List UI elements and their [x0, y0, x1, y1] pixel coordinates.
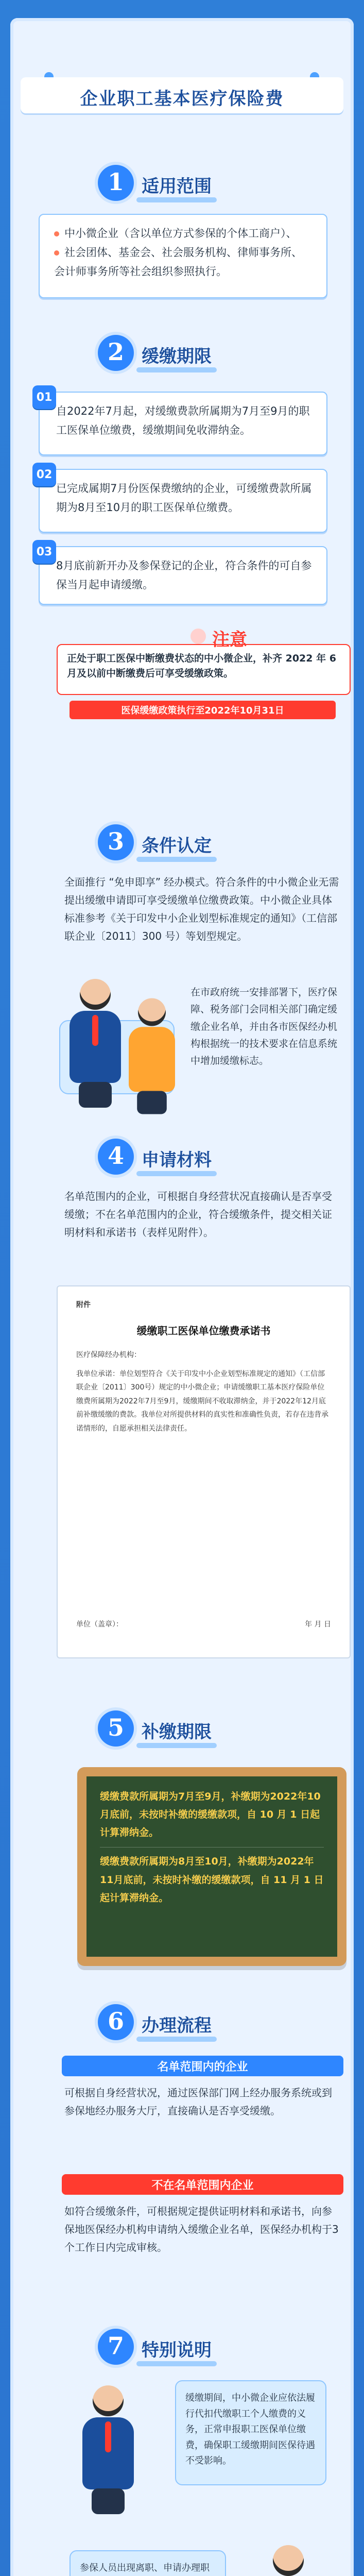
page-title: 企业职工基本医疗保险费 — [80, 89, 284, 109]
document-title: 缓缴职工医保单位缴费承诺书 — [136, 1325, 271, 1337]
section-number: 5 — [107, 1714, 124, 1741]
section-number: 4 — [107, 1142, 124, 1170]
materials-paragraph: 名单范围内的企业，可根据自身经营状况直接确认是否享受缓缴；不在名单范围内的企业，符合缓缴条件，提交相关证明材料和承诺书（表样见附件）。 — [64, 1190, 332, 1239]
customer-illustration — [124, 998, 180, 1114]
section-process-header — [21, 2004, 343, 2040]
document-sign-left: 单位（盖章）： — [76, 1620, 123, 1629]
process-subhead-unlisted: 不在名单范围内企业 — [62, 2174, 343, 2195]
document-text: 我单位承诺：单位划型符合《关于印发中小企业划型标准规定的通知》（工信部联企业〔2011〕300号）规定的中小微企业；申请缓缴职工基本医疗保险单位缴费所属期为2022年7月至9月，缓缴期间不收取滞纳金，并于2022年12月底前补缴缓缴的费款。我单位对所提供材料的真实性和准确性负责，若存在违背承诺情形的，自愿承担相关法律责任。 — [76, 1369, 328, 1433]
deferral-item-2 — [36, 468, 327, 533]
speaker-illustration-1 — [77, 2385, 139, 2514]
scope-text — [54, 224, 312, 281]
item-number-badge: 03 — [32, 540, 56, 564]
item-number-badge: 02 — [32, 463, 56, 486]
document-to: 医疗保障经办机构： — [76, 1351, 141, 1359]
section-scope-header — [21, 165, 343, 201]
note-bubble-text: 参保人员出现离职、申请办理职 — [80, 2563, 210, 2573]
attention-title: 注意 — [212, 625, 247, 651]
policy-deadline-strip: 医保缓缴政策执行至2022年10月31日 — [70, 701, 336, 719]
document-signature — [76, 1619, 331, 1629]
process-paragraph-unlisted: 如符合缓缴条件，可根据规定提供证明材料和承诺书，向参保地医保经办机构申请纳入缓缴企业名单，医保经办机构于3个工作日内完成审核。 — [64, 2205, 339, 2253]
deferral-item-3 — [36, 545, 327, 605]
section-number-badge — [98, 824, 134, 860]
section-number-badge — [98, 2329, 134, 2365]
chalkboard-text — [100, 1788, 324, 1907]
section-number-badge — [98, 1710, 134, 1747]
note-bubble-text: 缓缴期间，中小微企业应依法履行代扣代缴职工个人缴费的义务，正常申报职工医保单位缴费，确保职工缓缴期间医保待遇不受影响。 — [185, 2393, 315, 2467]
deferral-item-text: 自2022年7月起，对缓缴费款所属期为7月至9月的职工医保单位缴费，缓缴期间免收滞纳金。 — [56, 405, 310, 436]
section-special-notes — [21, 2329, 343, 2576]
section-deferral-header — [21, 335, 343, 371]
eligibility-paragraph-2: 在市政府统一安排部署下，医疗保障、税务部门会同相关部门确定缓缴企业名单，并由各市医保经办机构根据统一的技术要求在信息系统中增加缓缴标志。 — [190, 987, 338, 1066]
section-special-header — [21, 2329, 343, 2365]
header — [21, 77, 343, 113]
payback-rule-1: 缓缴费款所属期为7月至9月，补缴期为2022年10月底前，未按时补缴的缓缴款项，自 10 月 1 日起计算滞纳金。 — [100, 1791, 321, 1839]
bullet-dot-icon — [54, 250, 59, 256]
section-number: 2 — [107, 338, 124, 366]
chalkboard — [77, 1767, 346, 1966]
note-bubble-1 — [175, 2380, 326, 2485]
staff-illustration — [64, 979, 126, 1108]
eligibility-paragraph-1: 全面推行 “免申即享” 经办模式。符合条件的中小微企业无需提出缓缴申请即可享受缓缴单位缴费政策。中小微企业具体标准参考《关于印发中小企业划型标准规定的通知》（工信部联企业〔2011〕300 号）等划型规定。 — [64, 876, 339, 942]
deferral-item-text: 已完成属期7月份医保费缴纳的企业，可缓缴费款所属期为8月至10月的职工医保单位缴费。 — [56, 482, 312, 514]
section-payback-deadline — [21, 1710, 343, 1978]
attention-box — [57, 630, 351, 695]
section-number-badge — [98, 2004, 134, 2040]
item-number-badge: 01 — [32, 385, 56, 409]
office-illustration — [49, 979, 183, 1108]
section-title: 特别说明 — [142, 2336, 212, 2361]
section-deferral-period — [21, 335, 343, 799]
process-subhead-listed: 名单范围内的企业 — [62, 2056, 343, 2076]
section-number: 6 — [107, 2007, 124, 2035]
section-number-badge — [98, 1139, 134, 1175]
scope-card — [39, 214, 327, 298]
commitment-letter-document — [57, 1285, 351, 1658]
deferral-item-1 — [36, 391, 327, 455]
process-paragraph-listed: 可根据自身经营状况，通过医保部门网上经办服务系统或到参保地经办服务大厅，直接确认是否享受缓缴。 — [64, 2087, 332, 2117]
document-attachment-label: 附件 — [76, 1301, 91, 1309]
section-title: 适用范围 — [142, 172, 212, 197]
attention-text: 正处于职工医保中断缴费状态的中小微企业，补齐 2022 年 6 月及以前中断缴费后可享受缓缴政策。 — [67, 653, 336, 680]
section-materials — [21, 1139, 343, 1685]
payback-rule-2: 缓缴费款所属期为8月至10月，补缴期为2022年11月底前，未按时补缴的缓缴款项，自 11 月 1 日起计算滞纳金。 — [100, 1856, 324, 1904]
section-number: 3 — [107, 827, 124, 855]
section-number-badge — [98, 165, 134, 201]
section-scope — [21, 165, 343, 304]
deferral-item-text: 8月底前新开办及参保登记的企业，符合条件的可自参保当月起申请缓缴。 — [56, 560, 312, 591]
section-title: 补缴期限 — [142, 1718, 212, 1743]
note-bubble-2 — [70, 2550, 226, 2576]
section-materials-header — [21, 1139, 343, 1175]
speaker-illustration-2 — [257, 2545, 319, 2576]
document-body — [76, 1348, 331, 1436]
scope-line-2: 社会团体、基金会、社会服务机构、律师事务所、会计师事务所等社会组织参照执行。 — [54, 246, 302, 278]
section-title: 办理流程 — [142, 2011, 212, 2037]
section-number-badge — [98, 335, 134, 371]
bullet-dot-icon — [54, 231, 59, 236]
scope-line-1: 中小微企业（含以单位方式参保的个体工商户）、 — [54, 224, 312, 243]
section-eligibility-header — [21, 824, 343, 860]
section-number: 7 — [107, 2332, 124, 2360]
section-number: 1 — [107, 168, 124, 196]
section-title: 条件认定 — [142, 832, 212, 857]
section-eligibility — [21, 824, 343, 1133]
section-payback-header — [21, 1710, 343, 1747]
document-sign-right: 年 月 日 — [305, 1620, 331, 1629]
section-title: 申请材料 — [142, 1146, 212, 1171]
section-title: 缓缴期限 — [142, 342, 212, 367]
section-process — [21, 2004, 343, 2313]
